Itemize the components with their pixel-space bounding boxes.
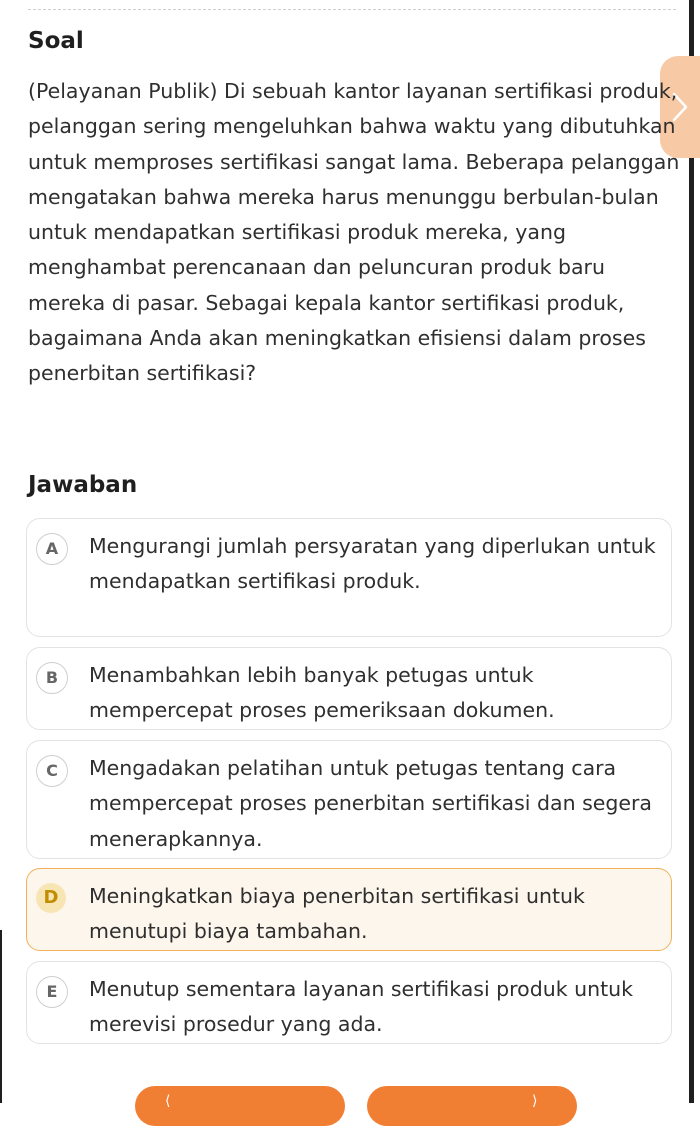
option-text: Mengurangi jumlah persyaratan yang diperlukan untuk mendapatkan sertifikasi produk. (89, 534, 656, 594)
previous-button[interactable] (135, 1086, 345, 1126)
next-button[interactable] (367, 1086, 577, 1126)
option-letter: E (36, 976, 68, 1008)
option-letter: D (36, 883, 66, 913)
question-heading: Soal (28, 28, 84, 54)
option-text: Menutup sementara layanan sertifikasi produk untuk merevisi prosedur yang ada. (89, 977, 633, 1037)
answer-option-d[interactable] (26, 868, 672, 951)
answer-option-b[interactable] (26, 647, 672, 730)
option-text: Mengadakan pelatihan untuk petugas tentang cara mempercepat proses penerbitan sertifikasi dan segera menerapkannya. (89, 756, 652, 851)
option-letter: B (36, 662, 68, 694)
top-divider (28, 9, 676, 10)
answer-option-e[interactable] (26, 961, 672, 1044)
answer-option-c[interactable] (26, 740, 672, 859)
option-letter: A (36, 533, 68, 565)
answer-heading: Jawaban (28, 472, 138, 498)
right-edge-bar (689, 0, 694, 1103)
chevron-left-icon: ⟨ (165, 1093, 171, 1109)
left-edge-bar (0, 930, 2, 1103)
option-letter: C (36, 755, 68, 787)
answer-option-a[interactable] (26, 518, 672, 637)
option-text: Menambahkan lebih banyak petugas untuk mempercepat proses pemeriksaan dokumen. (89, 663, 555, 723)
chevron-right-icon: ⟩ (532, 1093, 538, 1109)
question-text: (Pelayanan Publik) Di sebuah kantor layanan sertifikasi produk, pelanggan sering mengeluhkan bahwa waktu yang dibutuhkan untuk memproses sertifikasi sangat lama. Beberapa pelanggan mengatakan bahwa mereka harus menunggu berbulan-bulan untuk mendapatkan sertifikasi produk mereka, yang menghambat perencanaan dan peluncuran produk baru mereka di pasar. Sebagai kepala kantor sertifikasi produk, bagaimana Anda akan meningkatkan efisiensi dalam proses penerbitan sertifikasi? (28, 79, 680, 386)
option-text: Meningkatkan biaya penerbitan sertifikasi untuk menutupi biaya tambahan. (89, 884, 585, 944)
